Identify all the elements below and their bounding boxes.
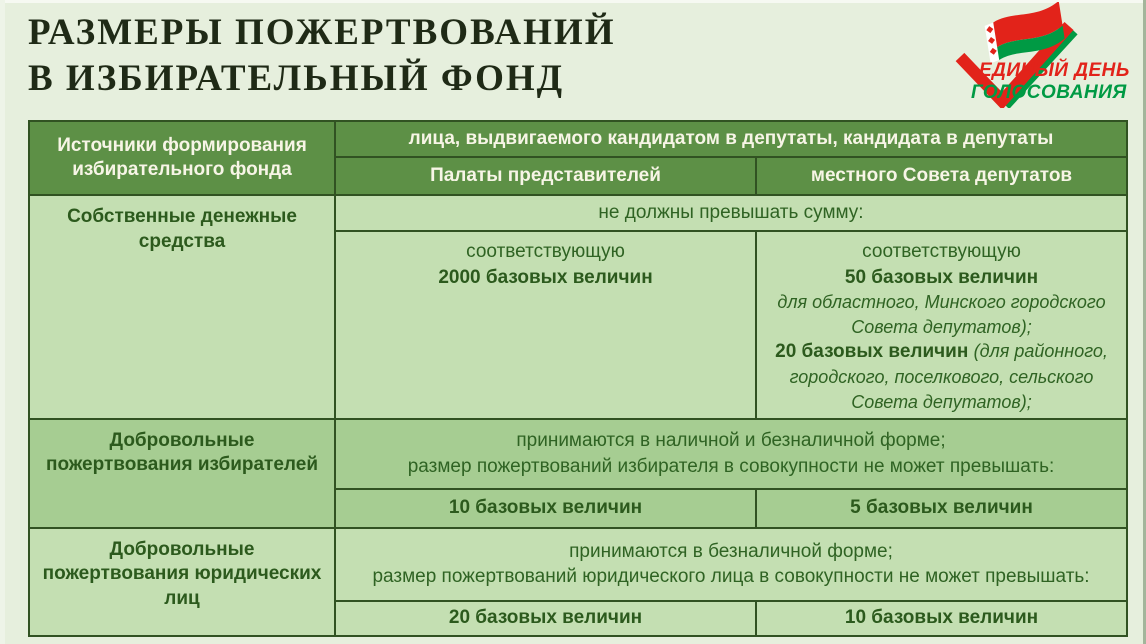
header-house-of-representatives: Палаты представителей <box>335 157 756 195</box>
own-funds-local-note2: (для районного, городского, поселкового, сельского Совета депутатов); <box>789 340 1108 413</box>
row-voter-donations-label: Добровольные пожертвования избирателей <box>29 419 335 528</box>
own-funds-local-note1: для областного, Минского городского Совета депутатов); <box>777 292 1106 337</box>
voter-donations-house-value: 10 базовых величин <box>335 489 756 528</box>
title-line1: РАЗМЕРЫ ПОЖЕРТВОВАНИЙ <box>28 12 616 53</box>
donation-limits-table <box>28 120 1128 637</box>
header-local-council: местного Совета депутатов <box>756 157 1127 195</box>
left-edge-strip <box>0 0 5 644</box>
header-sources: Источники формирования избирательного фонда <box>29 121 335 195</box>
page-title <box>28 10 615 102</box>
voter-donations-condition-line1: принимаются в наличной и безналичной форме; <box>516 430 946 452</box>
legal-entity-condition-line2: размер пожертвований юридического лица в совокупности не может превышать: <box>372 566 1090 588</box>
legal-entity-condition-line1: принимаются в безналичной форме; <box>569 540 893 562</box>
legal-entity-house-value: 20 базовых величин <box>335 601 756 636</box>
voter-donations-condition-line2: размер пожертвований избирателя в совокупности не может превышать: <box>407 455 1055 477</box>
own-funds-local-value1: 50 базовых величин <box>844 266 1039 288</box>
logo-text-line1: ЕДИНЫЙ ДЕНЬ <box>979 60 1130 81</box>
row-own-funds-condition: не должны превышать сумму: <box>335 195 1127 231</box>
row-voter-donations-condition <box>335 419 1127 489</box>
row-legal-entity-donations-condition <box>335 528 1127 601</box>
row-legal-entity-donations-label: Добровольные пожертвования юридических лиц <box>29 528 335 636</box>
title-line2: В ИЗБИРАТЕЛЬНЫЙ ФОНД <box>28 58 565 99</box>
own-funds-local-limit-cell <box>756 231 1127 419</box>
own-funds-house-pre: соответствующую <box>466 241 625 262</box>
logo-text-line2: ГОЛОСОВАНИЯ <box>971 82 1127 103</box>
own-funds-local-pre: соответствующую <box>862 241 1021 262</box>
legal-entity-local-value: 10 базовых величин <box>756 601 1127 636</box>
own-funds-house-limit-cell <box>335 231 756 419</box>
own-funds-house-value: 2000 базовых величин <box>438 266 653 288</box>
row-own-funds-label: Собственные денежные средства <box>29 195 335 419</box>
single-voting-day-logo <box>933 2 1139 108</box>
header-candidates: лица, выдвигаемого кандидатом в депутаты, кандидата в депутаты <box>335 121 1127 157</box>
voter-donations-local-value: 5 базовых величин <box>756 489 1127 528</box>
own-funds-local-value2-line <box>765 339 1118 416</box>
own-funds-local-value2: 20 базовых величин <box>775 340 969 362</box>
